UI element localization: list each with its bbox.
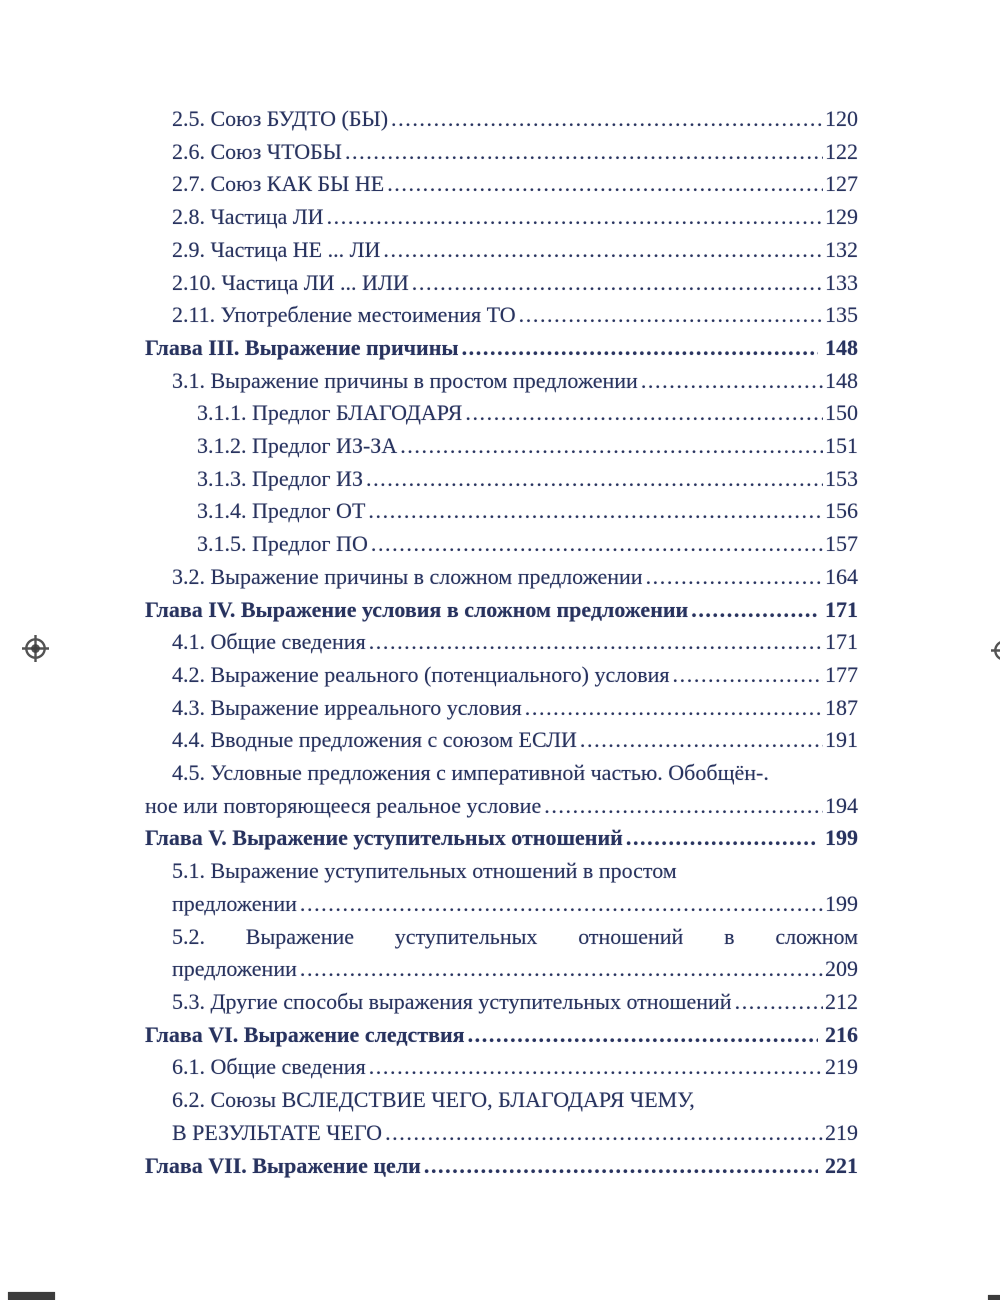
toc-page-number: 133: [825, 269, 858, 295]
toc-entry-title: 2.8. Частица ЛИ: [172, 204, 324, 230]
toc-page-number: 135: [825, 302, 858, 328]
toc-page-number: 212: [825, 988, 858, 1014]
toc-page-number: 127: [825, 171, 858, 197]
toc-entry-title: 3.1. Выражение причины в простом предложении: [172, 367, 638, 393]
toc-page-number: 191: [825, 727, 858, 753]
toc-page-number: 187: [825, 694, 858, 720]
toc-page-number: 171: [825, 596, 858, 622]
toc-entry: [145, 790, 858, 823]
toc-leader-dots: [387, 168, 823, 201]
toc-entry: [145, 201, 858, 234]
toc-entry-title: 4.5. Условные предложения с императивной частью. Обобщён-.: [172, 760, 769, 786]
toc-entry-title: 2.9. Частица НЕ ... ЛИ: [172, 236, 381, 262]
toc-leader-dots: [368, 495, 823, 528]
toc-entry: [145, 561, 858, 594]
toc-leader-dots: [544, 790, 823, 823]
toc-entry-title: 2.6. Союз ЧТОБЫ: [172, 138, 342, 164]
toc-leader-dots: [691, 594, 818, 627]
table-of-contents: [145, 103, 858, 1182]
toc-leader-dots: [519, 299, 823, 332]
toc-leader-dots: [300, 953, 823, 986]
toc-leader-dots: [580, 724, 823, 757]
toc-leader-dots: [400, 430, 823, 463]
toc-leader-dots: [327, 201, 823, 234]
toc-entry-title: 5.3. Другие способы выражения уступительных отношений: [172, 988, 732, 1014]
toc-page-number: 164: [825, 563, 858, 589]
toc-entry-title: 4.2. Выражение реального (потенциального) условия: [172, 661, 670, 687]
toc-entry: [145, 921, 858, 954]
toc-entry-title: 4.1. Общие сведения: [172, 629, 366, 655]
toc-entry-title: Глава III. Выражение причины: [145, 334, 459, 360]
toc-entry: [145, 1084, 858, 1117]
toc-entry: [145, 757, 858, 790]
toc-entry: [145, 659, 858, 692]
toc-page-number: 150: [825, 400, 858, 426]
toc-leader-dots: [525, 692, 823, 725]
toc-page-number: 151: [825, 433, 858, 459]
registration-crosshair-icon: [22, 635, 49, 667]
toc-page-number: 132: [825, 236, 858, 262]
toc-entry-title: 6.1. Общие сведения: [172, 1054, 366, 1080]
toc-entry-title: предложении: [172, 890, 297, 916]
toc-entry: [145, 267, 858, 300]
toc-page-number: 219: [825, 1054, 858, 1080]
toc-entry: [145, 888, 858, 921]
toc-entry-title: В РЕЗУЛЬТАТЕ ЧЕГО: [172, 1119, 383, 1145]
toc-entry-title: Глава V. Выражение уступительных отношений: [145, 825, 623, 851]
toc-entry: [145, 626, 858, 659]
registration-crosshair-partial-icon: [991, 637, 1000, 669]
toc-entry: [145, 168, 858, 201]
toc-entry-title: 3.2. Выражение причины в сложном предложении: [172, 563, 643, 589]
toc-page-number: 122: [825, 138, 858, 164]
toc-entry-title: 5.2. Выражение уступительных отношений в сложном: [172, 923, 858, 949]
toc-entry: [145, 1019, 858, 1052]
toc-leader-dots: [424, 1150, 818, 1183]
toc-leader-dots: [300, 888, 823, 921]
toc-page-number: 199: [825, 890, 858, 916]
toc-page-number: 153: [825, 465, 858, 491]
toc-entry-title: ное или повторяющееся реальное условие: [145, 792, 542, 818]
toc-leader-dots: [735, 986, 823, 1019]
toc-entry-title: 2.11. Употребление местоимения ТО: [172, 302, 516, 328]
toc-leader-dots: [673, 659, 823, 692]
toc-entry: [145, 986, 858, 1019]
toc-entry: [145, 299, 858, 332]
toc-leader-dots: [366, 463, 823, 496]
toc-entry: [145, 397, 858, 430]
toc-entry-title: 2.10. Частица ЛИ ... ИЛИ: [172, 269, 409, 295]
toc-entry: [145, 528, 858, 561]
toc-page-number: 194: [825, 792, 858, 818]
toc-entry-title: 3.1.5. Предлог ПО: [197, 531, 368, 557]
toc-page-number: 129: [825, 204, 858, 230]
toc-leader-dots: [462, 332, 818, 365]
toc-page-number: 157: [825, 531, 858, 557]
toc-leader-dots: [345, 136, 823, 169]
toc-entry-title: 3.1.2. Предлог ИЗ-ЗА: [197, 433, 398, 459]
toc-leader-dots: [385, 1117, 823, 1150]
toc-leader-dots: [412, 267, 823, 300]
toc-leader-dots: [383, 234, 823, 267]
toc-page-number: 148: [825, 367, 858, 393]
toc-page-number: 199: [825, 825, 858, 851]
toc-entry: [145, 463, 858, 496]
toc-entry-title: Глава VI. Выражение следствия: [145, 1021, 465, 1047]
toc-leader-dots: [626, 822, 818, 855]
toc-page-number: 209: [825, 956, 858, 982]
print-crop-bar-right: [988, 1295, 1000, 1300]
toc-leader-dots: [371, 528, 823, 561]
toc-entry: [145, 594, 858, 627]
toc-entry-title: 5.1. Выражение уступительных отношений в простом: [172, 858, 677, 884]
toc-leader-dots: [641, 365, 823, 398]
toc-entry: [145, 822, 858, 855]
toc-entry: [145, 855, 858, 888]
toc-leader-dots: [468, 1019, 818, 1052]
toc-page-number: 120: [825, 106, 858, 131]
toc-entry-title: 6.2. Союзы ВСЛЕДСТВИЕ ЧЕГО, БЛАГОДАРЯ ЧЕМУ,: [172, 1087, 695, 1113]
toc-entry: [145, 136, 858, 169]
toc-leader-dots: [391, 103, 823, 136]
toc-entry-title: 3.1.1. Предлог БЛАГОДАРЯ: [197, 400, 463, 426]
toc-leader-dots: [369, 626, 823, 659]
toc-entry: [145, 495, 858, 528]
toc-page-number: 148: [825, 334, 858, 360]
toc-entry: [145, 234, 858, 267]
toc-entry: [145, 1150, 858, 1183]
toc-entry-title: 3.1.3. Предлог ИЗ: [197, 465, 363, 491]
toc-entry: [145, 724, 858, 757]
toc-entry: [145, 365, 858, 398]
toc-page-number: 177: [825, 661, 858, 687]
toc-entry-title: предложении: [172, 956, 297, 982]
toc-entry-title: 4.4. Вводные предложения с союзом ЕСЛИ: [172, 727, 577, 753]
print-crop-bar-left: [8, 1292, 55, 1300]
toc-leader-dots: [646, 561, 823, 594]
toc-page-number: 216: [825, 1021, 858, 1047]
toc-entry: [145, 103, 858, 136]
toc-page-number: 221: [825, 1152, 858, 1178]
toc-leader-dots: [465, 397, 823, 430]
toc-page-number: 219: [825, 1119, 858, 1145]
toc-entry-title: 2.5. Союз БУДТО (БЫ): [172, 106, 389, 131]
toc-entry-title: 2.7. Союз КАК БЫ НЕ: [172, 171, 385, 197]
toc-entry-title: Глава IV. Выражение условия в сложном предложении: [145, 596, 689, 622]
toc-entry: [145, 1051, 858, 1084]
toc-leader-dots: [369, 1051, 823, 1084]
toc-entry: [145, 332, 858, 365]
toc-entry: [145, 953, 858, 986]
toc-entry-title: Глава VII. Выражение цели: [145, 1152, 421, 1178]
toc-entry: [145, 430, 858, 463]
toc-page-number: 171: [825, 629, 858, 655]
toc-page-number: 156: [825, 498, 858, 524]
toc-entry: [145, 1117, 858, 1150]
toc-entry: [145, 692, 858, 725]
toc-entry-title: 3.1.4. Предлог ОТ: [197, 498, 366, 524]
toc-entry-title: 4.3. Выражение ирреального условия: [172, 694, 522, 720]
